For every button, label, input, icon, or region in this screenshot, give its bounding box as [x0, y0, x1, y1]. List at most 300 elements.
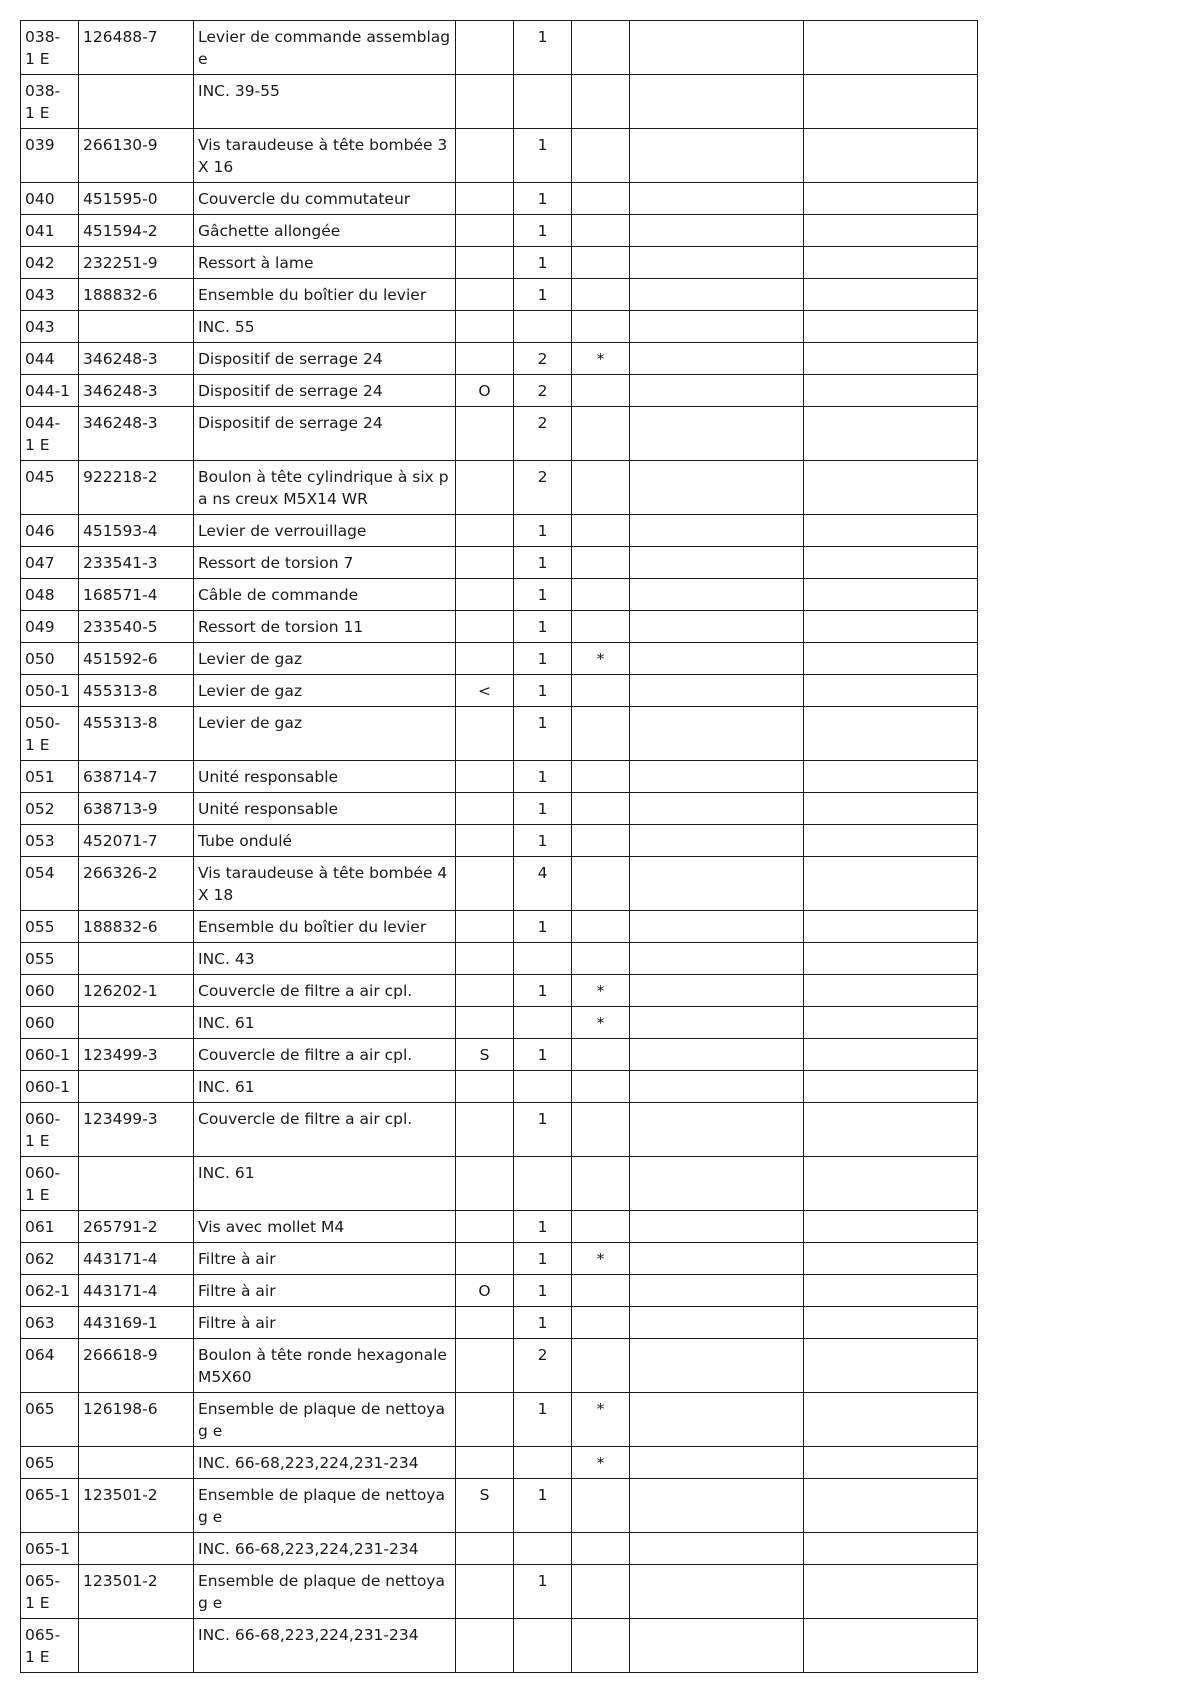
table-row	[21, 643, 978, 675]
item-number-cell: 060	[21, 975, 79, 1007]
quantity-cell	[514, 1157, 572, 1211]
blank-column-a-cell	[630, 515, 804, 547]
blank-column-b-cell	[804, 1393, 978, 1447]
change-code-cell	[456, 215, 514, 247]
table-row	[21, 1039, 978, 1071]
change-code-cell	[456, 343, 514, 375]
note-mark-cell	[572, 675, 630, 707]
change-code-cell	[456, 943, 514, 975]
table-row	[21, 707, 978, 761]
blank-column-a-cell	[630, 1071, 804, 1103]
quantity-cell: 1	[514, 643, 572, 675]
part-number-cell: 126202-1	[79, 975, 194, 1007]
part-number-cell: 346248-3	[79, 375, 194, 407]
quantity-cell	[514, 1619, 572, 1673]
table-row	[21, 579, 978, 611]
part-number-cell: 123499-3	[79, 1103, 194, 1157]
blank-column-a-cell	[630, 1339, 804, 1393]
item-number-cell: 065-1 E	[21, 1619, 79, 1673]
description-cell: Filtre à air	[194, 1243, 456, 1275]
item-number-cell: 065-1	[21, 1533, 79, 1565]
change-code-cell	[456, 1565, 514, 1619]
blank-column-b-cell	[804, 975, 978, 1007]
quantity-cell: 1	[514, 761, 572, 793]
blank-column-a-cell	[630, 1479, 804, 1533]
quantity-cell: 1	[514, 1307, 572, 1339]
description-cell: Vis taraudeuse à tête bombée 3X 16	[194, 129, 456, 183]
blank-column-a-cell	[630, 1393, 804, 1447]
change-code-cell	[456, 547, 514, 579]
quantity-cell	[514, 1533, 572, 1565]
note-mark-cell	[572, 515, 630, 547]
item-number-cell: 064	[21, 1339, 79, 1393]
note-mark-cell	[572, 911, 630, 943]
change-code-cell	[456, 247, 514, 279]
blank-column-a-cell	[630, 611, 804, 643]
note-mark-cell	[572, 579, 630, 611]
note-mark-cell	[572, 1211, 630, 1243]
note-mark-cell	[572, 1157, 630, 1211]
change-code-cell	[456, 75, 514, 129]
blank-column-a-cell	[630, 1447, 804, 1479]
item-number-cell: 038-1 E	[21, 21, 79, 75]
note-mark-cell	[572, 1039, 630, 1071]
item-number-cell: 060-1 E	[21, 1157, 79, 1211]
blank-column-a-cell	[630, 643, 804, 675]
table-row	[21, 1479, 978, 1533]
table-row	[21, 675, 978, 707]
change-code-cell	[456, 611, 514, 643]
part-number-cell: 126198-6	[79, 1393, 194, 1447]
table-row	[21, 1211, 978, 1243]
blank-column-b-cell	[804, 515, 978, 547]
table-row	[21, 1275, 978, 1307]
note-mark-cell	[572, 825, 630, 857]
table-row	[21, 1157, 978, 1211]
item-number-cell: 042	[21, 247, 79, 279]
part-number-cell: 922218-2	[79, 461, 194, 515]
note-mark-cell	[572, 1479, 630, 1533]
blank-column-a-cell	[630, 407, 804, 461]
part-number-cell: 638714-7	[79, 761, 194, 793]
note-mark-cell	[572, 707, 630, 761]
quantity-cell: 1	[514, 1565, 572, 1619]
description-cell: Vis taraudeuse à tête bombée 4X 18	[194, 857, 456, 911]
quantity-cell: 1	[514, 21, 572, 75]
table-row	[21, 1339, 978, 1393]
part-number-cell	[79, 1007, 194, 1039]
part-number-cell: 638713-9	[79, 793, 194, 825]
change-code-cell	[456, 1071, 514, 1103]
part-number-cell: 123501-2	[79, 1479, 194, 1533]
description-cell: INC. 66-68,223,224,231-234	[194, 1533, 456, 1565]
item-number-cell: 047	[21, 547, 79, 579]
note-mark-cell: *	[572, 1447, 630, 1479]
description-cell: Filtre à air	[194, 1275, 456, 1307]
note-mark-cell	[572, 215, 630, 247]
quantity-cell	[514, 1071, 572, 1103]
quantity-cell: 4	[514, 857, 572, 911]
blank-column-a-cell	[630, 707, 804, 761]
parts-table	[20, 20, 978, 1673]
item-number-cell: 041	[21, 215, 79, 247]
table-row	[21, 183, 978, 215]
part-number-cell: 451592-6	[79, 643, 194, 675]
description-cell: Levier de gaz	[194, 675, 456, 707]
part-number-cell: 451595-0	[79, 183, 194, 215]
item-number-cell: 052	[21, 793, 79, 825]
quantity-cell: 1	[514, 1211, 572, 1243]
table-row	[21, 1007, 978, 1039]
item-number-cell: 053	[21, 825, 79, 857]
blank-column-b-cell	[804, 75, 978, 129]
blank-column-b-cell	[804, 1565, 978, 1619]
blank-column-b-cell	[804, 857, 978, 911]
table-row	[21, 515, 978, 547]
description-cell: Ensemble de plaque de nettoyag e	[194, 1393, 456, 1447]
quantity-cell: 1	[514, 975, 572, 1007]
description-cell: Unité responsable	[194, 761, 456, 793]
blank-column-a-cell	[630, 311, 804, 343]
blank-column-a-cell	[630, 761, 804, 793]
part-number-cell: 188832-6	[79, 279, 194, 311]
description-cell: Levier de commande assemblag e	[194, 21, 456, 75]
description-cell: Ensemble de plaque de nettoyag e	[194, 1479, 456, 1533]
blank-column-b-cell	[804, 1243, 978, 1275]
blank-column-b-cell	[804, 1479, 978, 1533]
quantity-cell: 1	[514, 911, 572, 943]
note-mark-cell	[572, 21, 630, 75]
change-code-cell: <	[456, 675, 514, 707]
item-number-cell: 065-1	[21, 1479, 79, 1533]
description-cell: Dispositif de serrage 24	[194, 407, 456, 461]
blank-column-b-cell	[804, 547, 978, 579]
blank-column-b-cell	[804, 247, 978, 279]
item-number-cell: 065	[21, 1393, 79, 1447]
blank-column-b-cell	[804, 943, 978, 975]
note-mark-cell	[572, 793, 630, 825]
quantity-cell: 1	[514, 825, 572, 857]
note-mark-cell: *	[572, 1393, 630, 1447]
blank-column-b-cell	[804, 1039, 978, 1071]
description-cell: INC. 55	[194, 311, 456, 343]
quantity-cell: 1	[514, 129, 572, 183]
item-number-cell: 051	[21, 761, 79, 793]
part-number-cell: 232251-9	[79, 247, 194, 279]
description-cell: Boulon à tête ronde hexagonale M5X60	[194, 1339, 456, 1393]
change-code-cell	[456, 183, 514, 215]
blank-column-a-cell	[630, 1157, 804, 1211]
blank-column-a-cell	[630, 857, 804, 911]
item-number-cell: 043	[21, 311, 79, 343]
note-mark-cell: *	[572, 643, 630, 675]
item-number-cell: 062	[21, 1243, 79, 1275]
description-cell: INC. 39-55	[194, 75, 456, 129]
note-mark-cell	[572, 461, 630, 515]
part-number-cell: 455313-8	[79, 707, 194, 761]
item-number-cell: 060-1	[21, 1071, 79, 1103]
item-number-cell: 044-1	[21, 375, 79, 407]
blank-column-a-cell	[630, 1307, 804, 1339]
note-mark-cell	[572, 943, 630, 975]
part-number-cell: 452071-7	[79, 825, 194, 857]
blank-column-b-cell	[804, 911, 978, 943]
note-mark-cell: *	[572, 975, 630, 1007]
blank-column-a-cell	[630, 375, 804, 407]
change-code-cell	[456, 1619, 514, 1673]
table-row	[21, 911, 978, 943]
item-number-cell: 040	[21, 183, 79, 215]
item-number-cell: 055	[21, 943, 79, 975]
note-mark-cell	[572, 857, 630, 911]
blank-column-b-cell	[804, 279, 978, 311]
description-cell: Ensemble de plaque de nettoyag e	[194, 1565, 456, 1619]
item-number-cell: 055	[21, 911, 79, 943]
description-cell: Boulon à tête cylindrique à six pa ns creux M5X14 WR	[194, 461, 456, 515]
table-row	[21, 1307, 978, 1339]
table-row	[21, 21, 978, 75]
change-code-cell	[456, 129, 514, 183]
table-row	[21, 943, 978, 975]
blank-column-b-cell	[804, 375, 978, 407]
table-row	[21, 825, 978, 857]
quantity-cell: 1	[514, 247, 572, 279]
blank-column-a-cell	[630, 1533, 804, 1565]
change-code-cell	[456, 461, 514, 515]
quantity-cell: 1	[514, 793, 572, 825]
part-number-cell: 265791-2	[79, 1211, 194, 1243]
change-code-cell	[456, 825, 514, 857]
quantity-cell: 1	[514, 547, 572, 579]
quantity-cell: 1	[514, 675, 572, 707]
item-number-cell: 054	[21, 857, 79, 911]
change-code-cell	[456, 1307, 514, 1339]
part-number-cell: 126488-7	[79, 21, 194, 75]
table-row	[21, 279, 978, 311]
note-mark-cell	[572, 247, 630, 279]
item-number-cell: 062-1	[21, 1275, 79, 1307]
note-mark-cell	[572, 375, 630, 407]
part-number-cell: 188832-6	[79, 911, 194, 943]
blank-column-b-cell	[804, 21, 978, 75]
quantity-cell: 2	[514, 1339, 572, 1393]
item-number-cell: 049	[21, 611, 79, 643]
quantity-cell: 1	[514, 1039, 572, 1071]
description-cell: Couvercle de filtre a air cpl.	[194, 975, 456, 1007]
part-number-cell: 451594-2	[79, 215, 194, 247]
blank-column-a-cell	[630, 215, 804, 247]
note-mark-cell	[572, 407, 630, 461]
table-row	[21, 407, 978, 461]
blank-column-a-cell	[630, 675, 804, 707]
blank-column-a-cell	[630, 1103, 804, 1157]
item-number-cell: 065-1 E	[21, 1565, 79, 1619]
blank-column-b-cell	[804, 183, 978, 215]
change-code-cell	[456, 1393, 514, 1447]
blank-column-a-cell	[630, 911, 804, 943]
blank-column-b-cell	[804, 1103, 978, 1157]
blank-column-a-cell	[630, 579, 804, 611]
note-mark-cell	[572, 1565, 630, 1619]
note-mark-cell	[572, 75, 630, 129]
item-number-cell: 046	[21, 515, 79, 547]
description-cell: Filtre à air	[194, 1307, 456, 1339]
change-code-cell	[456, 579, 514, 611]
change-code-cell	[456, 1157, 514, 1211]
blank-column-a-cell	[630, 793, 804, 825]
table-row	[21, 793, 978, 825]
note-mark-cell	[572, 547, 630, 579]
item-number-cell: 048	[21, 579, 79, 611]
quantity-cell	[514, 75, 572, 129]
change-code-cell	[456, 279, 514, 311]
blank-column-b-cell	[804, 611, 978, 643]
part-number-cell: 443171-4	[79, 1275, 194, 1307]
blank-column-b-cell	[804, 707, 978, 761]
change-code-cell: S	[456, 1039, 514, 1071]
description-cell: INC. 61	[194, 1071, 456, 1103]
part-number-cell: 455313-8	[79, 675, 194, 707]
blank-column-b-cell	[804, 1619, 978, 1673]
description-cell: Dispositif de serrage 24	[194, 375, 456, 407]
blank-column-b-cell	[804, 343, 978, 375]
blank-column-b-cell	[804, 311, 978, 343]
item-number-cell: 060	[21, 1007, 79, 1039]
blank-column-b-cell	[804, 793, 978, 825]
blank-column-a-cell	[630, 75, 804, 129]
item-number-cell: 038-1 E	[21, 75, 79, 129]
item-number-cell: 039	[21, 129, 79, 183]
part-number-cell: 346248-3	[79, 407, 194, 461]
description-cell: INC. 61	[194, 1007, 456, 1039]
quantity-cell	[514, 1007, 572, 1039]
change-code-cell	[456, 1447, 514, 1479]
description-cell: Ensemble du boîtier du levier	[194, 279, 456, 311]
table-row	[21, 215, 978, 247]
quantity-cell: 2	[514, 407, 572, 461]
item-number-cell: 044	[21, 343, 79, 375]
change-code-cell	[456, 643, 514, 675]
note-mark-cell	[572, 1619, 630, 1673]
blank-column-b-cell	[804, 407, 978, 461]
item-number-cell: 050-1	[21, 675, 79, 707]
blank-column-b-cell	[804, 643, 978, 675]
part-number-cell: 266326-2	[79, 857, 194, 911]
description-cell: Levier de verrouillage	[194, 515, 456, 547]
blank-column-a-cell	[630, 825, 804, 857]
description-cell: Ressort de torsion 11	[194, 611, 456, 643]
description-cell: INC. 43	[194, 943, 456, 975]
description-cell: INC. 66-68,223,224,231-234	[194, 1619, 456, 1673]
table-row	[21, 1533, 978, 1565]
part-number-cell: 443171-4	[79, 1243, 194, 1275]
note-mark-cell: *	[572, 1243, 630, 1275]
description-cell: INC. 66-68,223,224,231-234	[194, 1447, 456, 1479]
blank-column-b-cell	[804, 215, 978, 247]
quantity-cell: 2	[514, 375, 572, 407]
blank-column-a-cell	[630, 1039, 804, 1071]
blank-column-b-cell	[804, 579, 978, 611]
quantity-cell: 2	[514, 461, 572, 515]
item-number-cell: 060-1	[21, 1039, 79, 1071]
item-number-cell: 044-1 E	[21, 407, 79, 461]
quantity-cell: 2	[514, 343, 572, 375]
part-number-cell	[79, 1447, 194, 1479]
item-number-cell: 061	[21, 1211, 79, 1243]
quantity-cell	[514, 311, 572, 343]
change-code-cell	[456, 1211, 514, 1243]
blank-column-a-cell	[630, 1007, 804, 1039]
quantity-cell	[514, 943, 572, 975]
blank-column-b-cell	[804, 1533, 978, 1565]
table-row	[21, 1447, 978, 1479]
change-code-cell	[456, 857, 514, 911]
change-code-cell	[456, 1243, 514, 1275]
table-row	[21, 129, 978, 183]
table-row	[21, 375, 978, 407]
item-number-cell: 050-1 E	[21, 707, 79, 761]
blank-column-a-cell	[630, 1211, 804, 1243]
table-row	[21, 1243, 978, 1275]
part-number-cell: 233540-5	[79, 611, 194, 643]
note-mark-cell	[572, 1103, 630, 1157]
table-row	[21, 857, 978, 911]
blank-column-b-cell	[804, 1071, 978, 1103]
quantity-cell: 1	[514, 707, 572, 761]
parts-list-page	[20, 20, 978, 1673]
note-mark-cell	[572, 1339, 630, 1393]
part-number-cell	[79, 75, 194, 129]
part-number-cell	[79, 1533, 194, 1565]
blank-column-a-cell	[630, 279, 804, 311]
change-code-cell	[456, 1007, 514, 1039]
item-number-cell: 065	[21, 1447, 79, 1479]
blank-column-b-cell	[804, 675, 978, 707]
description-cell: Levier de gaz	[194, 707, 456, 761]
blank-column-b-cell	[804, 1307, 978, 1339]
part-number-cell: 123499-3	[79, 1039, 194, 1071]
description-cell: Levier de gaz	[194, 643, 456, 675]
note-mark-cell	[572, 279, 630, 311]
blank-column-a-cell	[630, 21, 804, 75]
part-number-cell	[79, 1619, 194, 1673]
quantity-cell: 1	[514, 611, 572, 643]
part-number-cell	[79, 311, 194, 343]
blank-column-a-cell	[630, 1565, 804, 1619]
table-row	[21, 611, 978, 643]
item-number-cell: 045	[21, 461, 79, 515]
blank-column-a-cell	[630, 943, 804, 975]
description-cell: Câble de commande	[194, 579, 456, 611]
table-row	[21, 975, 978, 1007]
part-number-cell: 266618-9	[79, 1339, 194, 1393]
quantity-cell: 1	[514, 1243, 572, 1275]
change-code-cell	[456, 311, 514, 343]
quantity-cell: 1	[514, 1103, 572, 1157]
quantity-cell	[514, 1447, 572, 1479]
change-code-cell	[456, 1533, 514, 1565]
change-code-cell	[456, 911, 514, 943]
blank-column-a-cell	[630, 129, 804, 183]
note-mark-cell	[572, 1071, 630, 1103]
table-row	[21, 461, 978, 515]
table-row	[21, 1071, 978, 1103]
description-cell: Dispositif de serrage 24	[194, 343, 456, 375]
description-cell: Couvercle du commutateur	[194, 183, 456, 215]
blank-column-b-cell	[804, 1275, 978, 1307]
change-code-cell: S	[456, 1479, 514, 1533]
change-code-cell	[456, 793, 514, 825]
